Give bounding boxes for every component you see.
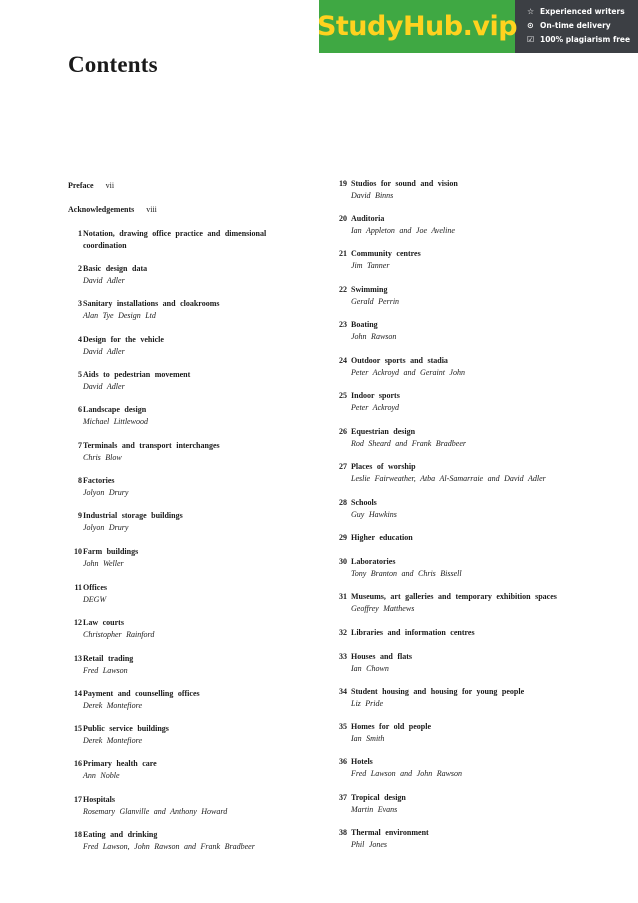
toc-entry [333,532,593,544]
toc-entry [68,794,308,818]
chapter-number: 37 [339,793,347,802]
toc-entry [68,404,308,428]
chapter-title: Offices [83,583,107,592]
chapter-author: Martin Evans [351,805,398,814]
feature-label: On-time delivery [540,21,611,30]
chapter-author: DEGW [83,595,107,604]
chapter-title: Libraries and information centres [351,628,475,637]
chapter-title: Studios for sound and vision [351,179,458,188]
toc-entry [333,721,593,745]
chapter-author: Ian Smith [351,734,385,743]
chapter-title: Tropical design [351,793,406,802]
chapter-author: Fred Lawson, John Rawson and Frank Bradbeer [83,842,255,851]
toc-entry [333,426,593,450]
chapter-author: David Adler [83,382,125,391]
toc-entry [333,390,593,414]
chapter-author: Chris Blow [83,453,122,462]
studyhub-banner[interactable] [316,0,638,53]
chapter-title: Retail trading [83,654,134,663]
chapter-title: Swimming [351,285,388,294]
chapter-number: 11 [74,583,82,592]
toc-entry [68,475,308,499]
chapter-number: 31 [339,592,347,601]
chapter-title: Terminals and transport interchanges [83,441,220,450]
chapter-title: Thermal environment [351,828,429,837]
toc-entry [333,686,593,710]
chapter-author: Michael Littlewood [83,417,148,426]
chapter-author: Rod Sheard and Frank Bradbeer [351,439,467,448]
chapter-number: 5 [78,370,82,379]
chapter-number: 16 [74,759,82,768]
chapter-author: Ian Appleton and Joe Aveline [351,226,455,235]
toc-entry [68,440,308,464]
chapter-title: Hospitals [83,795,116,804]
toc-entry [68,510,308,534]
chapter-number: 23 [339,320,347,329]
chapter-author: Derek Montefiore [83,701,142,710]
chapter-author: Fred Lawson and John Rawson [351,769,463,778]
chapter-title: Laboratories [351,557,396,566]
chapter-author: Ann Noble [83,771,120,780]
toc-acknowledgements [68,205,157,214]
chapter-number: 30 [339,557,347,566]
toc-entry [333,213,593,237]
chapter-number: 29 [339,533,347,542]
studyhub-logo[interactable]: StudyHub.vip [319,0,515,53]
toc-entry [68,617,308,641]
banner-features [515,0,638,53]
chapter-number: 7 [78,441,82,450]
chapter-author: Jolyon Drury [83,488,129,497]
toc-entry [333,461,593,485]
chapter-number: 1 [78,229,82,238]
toc-entry [333,497,593,521]
toc-entry [68,653,308,677]
toc-entry [333,319,593,343]
chapter-author: Rosemary Glanville and Anthony Howard [83,807,228,816]
chapter-title: Notation, drawing office practice and dimensional [83,229,267,238]
chapter-title: Museums, art galleries and temporary exhibition spaces [351,592,557,601]
toc-entry [68,829,308,853]
feature-plagiarism-free [527,33,638,47]
toc-entry [68,369,308,393]
chapter-title: Indoor sports [351,391,400,400]
star-icon: ☆ [527,7,535,16]
toc-entry [333,556,593,580]
chapter-title: Equestrian design [351,427,416,436]
toc-entry [333,756,593,780]
chapter-number: 2 [78,264,82,273]
chapter-title: Sanitary installations and cloakrooms [83,299,220,308]
chapter-title: Eating and drinking [83,830,158,839]
chapter-title: Homes for old people [351,722,432,731]
chapter-title: Basic design data [83,264,148,273]
chapter-author: John Rawson [351,332,397,341]
chapter-author: Tony Branton and Chris Bissell [351,569,462,578]
chapter-title: Aids to pedestrian movement [83,370,191,379]
chapter-title: Higher education [351,533,413,542]
chapter-title: Outdoor sports and stadia [351,356,448,365]
chapter-title: Landscape design [83,405,147,414]
chapter-title: Community centres [351,249,421,258]
chapter-author: Jim Tanner [351,261,390,270]
chapter-author: Peter Ackroyd and Geraint John [351,368,465,377]
toc-entry [68,723,308,747]
front-matter-page: vii [105,181,115,190]
toc-entry [333,827,593,851]
chapter-title: Places of worship [351,462,416,471]
chapter-title: Design for the vehicle [83,335,164,344]
chapter-title-continued: coordination [83,240,127,250]
chapter-author: Guy Hawkins [351,510,397,519]
chapter-title: Boating [351,320,378,329]
chapter-author: Geoffrey Matthews [351,604,415,613]
chapter-number: 28 [339,498,347,507]
chapter-number: 26 [339,427,347,436]
front-matter-label: Acknowledgements [68,205,135,214]
feature-on-time-delivery [527,19,638,33]
chapter-number: 6 [78,405,82,414]
chapter-title: Factories [83,476,115,485]
chapter-number: 34 [339,687,347,696]
chapter-number: 8 [78,476,82,485]
clock-icon: ⊙ [527,21,534,30]
chapter-number: 27 [339,462,347,471]
chapter-number: 17 [74,795,82,804]
chapter-author: John Weller [83,559,124,568]
chapter-number: 12 [74,618,82,627]
front-matter-page: viii [146,205,157,214]
chapter-author: Liz Pride [351,699,384,708]
chapter-number: 25 [339,391,347,400]
chapter-author: Christopher Rainford [83,630,155,639]
chapter-number: 36 [339,757,347,766]
feature-label: Experienced writers [540,7,625,16]
chapter-author: Phil Jones [351,840,388,849]
chapter-title: Auditoria [351,214,385,223]
chapter-author: Gerald Perrin [351,297,400,306]
chapter-number: 20 [339,214,347,223]
chapter-author: Leslie Fairweather, Atba Al-Samarraie and David Adler [351,474,546,483]
chapter-title: Primary health care [83,759,157,768]
chapter-title: Payment and counselling offices [83,689,200,698]
toc-entry [68,688,308,712]
chapter-number: 22 [339,285,347,294]
chapter-author: David Adler [83,276,125,285]
chapter-author: David Adler [83,347,125,356]
chapter-author: Fred Lawson [83,666,128,675]
chapter-number: 4 [78,335,82,344]
chapter-number: 32 [339,628,347,637]
feature-experienced-writers [527,5,638,19]
chapter-number: 38 [339,828,347,837]
document-check-icon: ☑ [527,35,535,44]
toc-entry [333,355,593,379]
chapter-title: Houses and flats [351,652,413,661]
toc-entry [333,591,593,615]
chapter-number: 13 [74,654,82,663]
toc-entry [333,627,593,639]
chapter-title: Student housing and housing for young people [351,687,525,696]
chapter-author: Jolyon Drury [83,523,129,532]
chapter-number: 3 [78,299,82,308]
toc-entry [333,248,593,272]
feature-label: 100% plagiarism free [540,35,631,44]
chapter-author: David Binns [351,191,394,200]
chapter-number: 10 [74,547,82,556]
chapter-number: 18 [74,830,82,839]
chapter-number: 14 [74,689,82,698]
toc-entry [333,792,593,816]
chapter-author: Ian Chown [351,664,389,673]
front-matter-label: Preface [68,181,94,190]
toc-entry [68,334,308,358]
toc-entry [68,298,308,322]
toc-entry [68,582,308,606]
toc-entry [333,284,593,308]
chapter-number: 19 [339,179,347,188]
toc-entry [68,228,308,251]
toc-preface [68,181,114,190]
chapter-title: Hotels [351,757,373,766]
chapter-title: Industrial storage buildings [83,511,183,520]
chapter-number: 9 [78,511,82,520]
toc-entry [68,758,308,782]
chapter-title: Farm buildings [83,547,139,556]
chapter-title: Public service buildings [83,724,169,733]
toc-entry [68,263,308,287]
toc-entry [68,546,308,570]
chapter-title: Law courts [83,618,124,627]
toc-entry [333,178,593,202]
chapter-number: 21 [339,249,347,258]
chapter-number: 33 [339,652,347,661]
page-title: Contents [68,52,158,77]
chapter-number: 24 [339,356,347,365]
chapter-title: Schools [351,498,377,507]
chapter-author: Peter Ackroyd [351,403,400,412]
chapter-author: Derek Montefiore [83,736,142,745]
chapter-number: 35 [339,722,347,731]
chapter-author: Alan Tye Design Ltd [83,311,156,320]
chapter-number: 15 [74,724,82,733]
toc-entry [333,651,593,675]
